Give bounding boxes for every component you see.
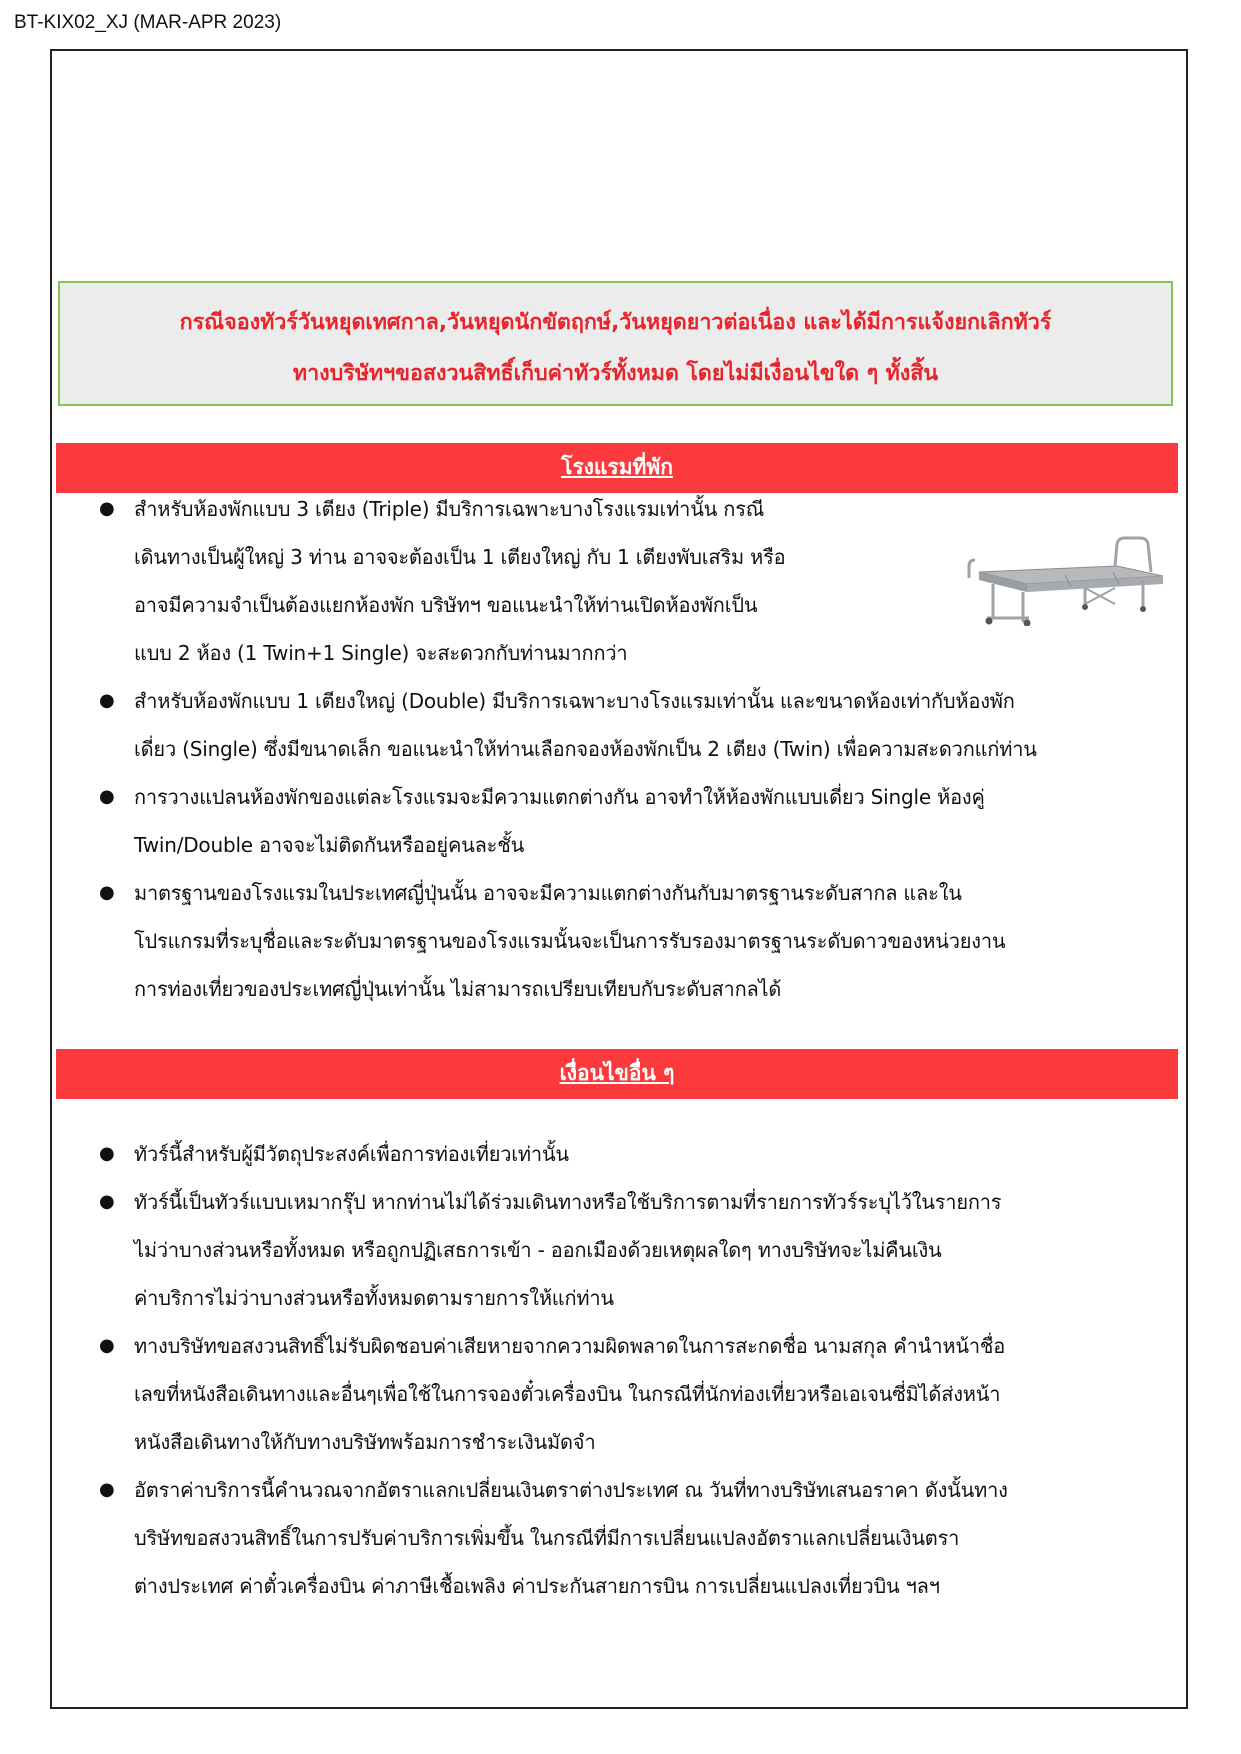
bullet-icon: ● xyxy=(99,1335,115,1356)
other-conditions-section-header xyxy=(56,1049,1178,1099)
list-item-line: มาตรฐานของโรงแรมในประเทศญี่ปุ่นนั้น อาจจะมีความแตกต่างกันกับมาตรฐานระดับสากล และใน xyxy=(134,881,962,905)
list-item-line: ต่างประเทศ ค่าตั๋วเครื่องบิน ค่าภาษีเชื้อเพลิง ค่าประกันสายการบิน การเปลี่ยนแปลงเที่ยวบิน ฯลฯ xyxy=(134,1574,940,1598)
hotel-terms-list xyxy=(56,485,1037,1013)
list-item-line: สำหรับห้องพักแบบ 1 เตียงใหญ่ (Double) มีบริการเฉพาะบางโรงแรมเท่านั้น และขนาดห้องเท่ากับห้องพัก xyxy=(134,689,1015,713)
list-item-line: สำหรับห้องพักแบบ 3 เตียง (Triple) มีบริการเฉพาะบางโรงแรมเท่านั้น กรณี xyxy=(134,497,765,521)
list-item xyxy=(56,677,1037,773)
list-item-line: แบบ 2 ห้อง (1 Twin+1 Single) จะสะดวกกับท่านมากกว่า xyxy=(134,641,628,665)
bullet-icon: ● xyxy=(99,1479,115,1500)
bullet-icon: ● xyxy=(99,882,115,903)
list-item-line: ค่าบริการไม่ว่าบางส่วนหรือทั้งหมดตามรายการให้แก่ท่าน xyxy=(134,1286,614,1310)
list-item-line: เดี่ยว (Single) ซึ่งมีขนาดเล็ก ขอแนะนำให้ท่านเลือกจองห้องพักเป็น 2 เตียง (Twin) เพื่อความสะดวกแก่ท่าน xyxy=(134,737,1037,761)
list-item-line: ทัวร์นี้สำหรับผู้มีวัตถุประสงค์เพื่อการท่องเที่ยวเท่านั้น xyxy=(134,1142,569,1166)
bullet-icon: ● xyxy=(99,1191,115,1212)
bullet-icon: ● xyxy=(99,1143,115,1164)
list-item xyxy=(56,869,1037,1013)
list-item-line: การวางแปลนห้องพักของแต่ละโรงแรมจะมีความแตกต่างกัน อาจทำให้ห้องพักแบบเดี่ยว Single ห้องคู่ xyxy=(134,785,985,809)
bullet-icon: ● xyxy=(99,786,115,807)
list-item xyxy=(56,1130,1008,1178)
folding-bed-icon xyxy=(965,526,1170,626)
list-item-line: อาจมีความจำเป็นต้องแยกห้องพัก บริษัทฯ ขอแนะนำให้ท่านเปิดห้องพักเป็น xyxy=(134,593,758,617)
document-code: BT-KIX02_XJ (MAR-APR 2023) xyxy=(14,12,282,33)
list-item-line: เดินทางเป็นผู้ใหญ่ 3 ท่าน อาจจะต้องเป็น 1 เตียงใหญ่ กับ 1 เตียงพับเสริม หรือ xyxy=(134,545,786,569)
list-item-line: หนังสือเดินทางให้กับทางบริษัทพร้อมการชำระเงินมัดจำ xyxy=(134,1430,596,1454)
other-conditions-list xyxy=(56,1130,1008,1610)
list-item-line: ไม่ว่าบางส่วนหรือทั้งหมด หรือถูกปฏิเสธการเข้า - ออกเมืองด้วยเหตุผลใดๆ ทางบริษัทจะไม่คืนเงิน xyxy=(134,1238,942,1262)
bullet-icon: ● xyxy=(99,690,115,711)
cancellation-notice xyxy=(58,281,1173,406)
list-item-line: โปรแกรมที่ระบุชื่อและระดับมาตรฐานของโรงแรมนั้นจะเป็นการรับรองมาตรฐานระดับดาวของหน่วยงาน xyxy=(134,929,1006,953)
notice-line-1: กรณีจองทัวร์วันหยุดเทศกาล,วันหยุดนักขัตฤกษ์,วันหยุดยาวต่อเนื่อง และได้มีการแจ้งยกเลิกทัวร์ xyxy=(179,310,1052,335)
list-item xyxy=(56,1178,1008,1322)
list-item-line: อัตราค่าบริการนี้คำนวณจากอัตราแลกเปลี่ยนเงินตราต่างประเทศ ณ วันที่ทางบริษัทเสนอราคา ดังนั้นทาง xyxy=(134,1478,1008,1502)
notice-line-2: ทางบริษัทฯขอสงวนสิทธิ์เก็บค่าทัวร์ทั้งหมด โดยไม่มีเงื่อนไขใด ๆ ทั้งสิ้น xyxy=(292,361,939,386)
list-item-line: เลขที่หนังสือเดินทางและอื่นๆเพื่อใช้ในการจองตั๋วเครื่องบิน ในกรณีที่นักท่องเที่ยวหรือเอเจนซี่มิได้ส่งหน้า xyxy=(134,1382,1001,1406)
list-item xyxy=(56,1322,1008,1466)
other-conditions-section-title: เงื่อนไขอื่น ๆ xyxy=(559,1061,675,1085)
bullet-icon: ● xyxy=(99,498,115,519)
list-item xyxy=(56,485,1037,677)
list-item-line: Twin/Double อาจจะไม่ติดกันหรืออยู่คนละชั้น xyxy=(134,833,525,857)
list-item xyxy=(56,1466,1008,1610)
list-item-line: บริษัทขอสงวนสิทธิ์ในการปรับค่าบริการเพิ่มขึ้น ในกรณีที่มีการเปลี่ยนแปลงอัตราแลกเปลี่ยนเงินตรา xyxy=(134,1526,960,1550)
list-item-line: ทางบริษัทขอสงวนสิทธิ์ไม่รับผิดชอบค่าเสียหายจากความผิดพลาดในการสะกดชื่อ นามสกุล คำนำหน้าชื่อ xyxy=(134,1334,1006,1358)
list-item xyxy=(56,773,1037,869)
list-item-line: ทัวร์นี้เป็นทัวร์แบบเหมากรุ๊ป หากท่านไม่ได้ร่วมเดินทางหรือใช้บริการตามที่รายการทัวร์ระบุไว้ในรายการ xyxy=(134,1190,1002,1214)
list-item-line: การท่องเที่ยวของประเทศญี่ปุ่นเท่านั้น ไม่สามารถเปรียบเทียบกับระดับสากลได้ xyxy=(134,977,782,1001)
hotel-section-title: โรงแรมที่พัก xyxy=(561,455,673,479)
